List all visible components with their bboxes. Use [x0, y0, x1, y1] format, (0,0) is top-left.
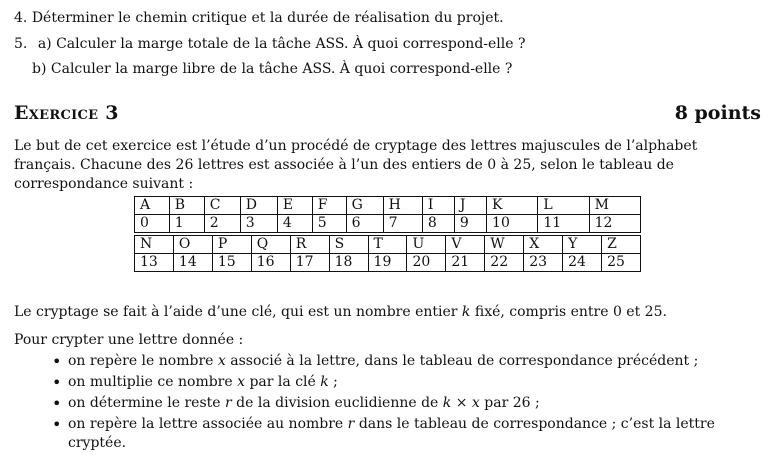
table-cell: C — [204, 197, 240, 215]
step-text: associé à la lettre, dans le tableau de correspondance précédent ; — [225, 353, 699, 369]
list-item — [52, 373, 752, 392]
table-cell: 22 — [485, 254, 524, 272]
question-number: 5. — [14, 36, 28, 52]
table-cell: Y — [563, 236, 602, 254]
letters-row — [135, 197, 641, 215]
table-cell: 7 — [383, 215, 422, 233]
correspondence-table-part-1 — [134, 196, 641, 233]
table-cell: U — [407, 236, 446, 254]
table-cell: H — [383, 197, 422, 215]
sub-question-label: a) — [37, 36, 52, 52]
table-cell: 5 — [312, 215, 346, 233]
table-cell: N — [135, 236, 174, 254]
question-number: 4. — [14, 10, 28, 26]
exercise-intro: Le but de cet exercice est l’étude d’un procédé de cryptage des lettres majuscules de l’alphabet français. Chacune des 26 lettres est associée à l’un des entiers de 0 à 25, selon le tableau de correspondance suivant : — [14, 138, 698, 192]
table-cell: 1 — [169, 215, 204, 233]
table-cell: 2 — [204, 215, 240, 233]
table-cell: M — [589, 197, 640, 215]
table-cell: 8 — [422, 215, 454, 233]
table-cell: J — [454, 197, 486, 215]
table-cell: 17 — [290, 254, 329, 272]
list-item — [52, 394, 752, 413]
table-cell: F — [312, 197, 346, 215]
variable-r: r — [347, 416, 355, 432]
step-text: de la division euclidienne de — [231, 395, 443, 411]
table-cell: Z — [602, 236, 641, 254]
step-text: ; — [328, 374, 338, 390]
steps-intro: Pour crypter une lettre donnée : — [14, 332, 244, 348]
table-cell: 13 — [135, 254, 174, 272]
step-text: on détermine le reste — [68, 395, 225, 411]
table-cell: B — [169, 197, 204, 215]
expression-k-times-x: k × x — [442, 395, 480, 411]
variable-k: k — [320, 374, 329, 390]
question-5a — [14, 35, 526, 54]
sub-question-text: Calculer la marge totale de la tâche ASS. À quoi correspond-elle ? — [56, 36, 526, 52]
encryption-steps-list — [52, 352, 752, 455]
table-cell: K — [487, 197, 538, 215]
table-cell: 25 — [602, 254, 641, 272]
sub-question-label: b) — [32, 61, 47, 77]
step-text: dans le tableau de correspondance ; c’est la lettre cryptée. — [68, 416, 715, 451]
table-cell: E — [277, 197, 312, 215]
sentence-text: fixé, compris entre 0 et 25. — [470, 304, 667, 320]
step-text: par 26 ; — [479, 395, 540, 411]
table-cell: I — [422, 197, 454, 215]
table-cell: O — [173, 236, 212, 254]
table-cell: G — [346, 197, 383, 215]
table-cell: 3 — [240, 215, 277, 233]
table-cell: 4 — [277, 215, 312, 233]
correspondence-table — [134, 196, 641, 272]
numbers-row — [135, 215, 641, 233]
table-cell: 10 — [487, 215, 538, 233]
letters-row — [135, 236, 641, 254]
table-cell: 6 — [346, 215, 383, 233]
key-sentence — [14, 303, 667, 322]
step-text: on multiplie ce nombre — [68, 374, 238, 390]
table-cell: V — [446, 236, 485, 254]
table-cell: 20 — [407, 254, 446, 272]
question-5b — [32, 60, 512, 79]
table-cell: Q — [251, 236, 290, 254]
table-cell: 11 — [538, 215, 589, 233]
table-cell: S — [329, 236, 368, 254]
table-cell: X — [524, 236, 563, 254]
table-cell: 18 — [329, 254, 368, 272]
table-cell: 12 — [589, 215, 640, 233]
table-cell: P — [212, 236, 251, 254]
table-cell: 19 — [368, 254, 407, 272]
table-cell: 9 — [454, 215, 486, 233]
table-cell: 16 — [251, 254, 290, 272]
table-cell: 23 — [524, 254, 563, 272]
table-cell: D — [240, 197, 277, 215]
correspondence-table-part-2 — [134, 235, 641, 272]
step-text: on repère la lettre associée au nombre — [68, 416, 348, 432]
exercise-title: Exercice 3 — [14, 102, 119, 124]
variable-x: x — [217, 353, 226, 369]
sub-question-text: Calculer la marge libre de la tâche ASS. À quoi correspond-elle ? — [50, 61, 513, 77]
step-text: par la clé — [245, 374, 321, 390]
exercise-points: 8 points — [674, 102, 761, 124]
sentence-text: Le cryptage se fait à l’aide d’une clé, qui est un nombre entier — [14, 304, 462, 320]
table-cell: T — [368, 236, 407, 254]
table-cell: A — [135, 197, 170, 215]
list-item — [52, 415, 738, 453]
table-cell: W — [485, 236, 524, 254]
table-cell: 21 — [446, 254, 485, 272]
question-text: Déterminer le chemin critique et la durée de réalisation du projet. — [31, 10, 504, 26]
table-cell: 14 — [173, 254, 212, 272]
table-cell: R — [290, 236, 329, 254]
table-cell: L — [538, 197, 589, 215]
table-cell: 0 — [135, 215, 170, 233]
list-item — [52, 352, 752, 371]
step-text: on repère le nombre — [68, 353, 218, 369]
table-cell: 15 — [212, 254, 251, 272]
numbers-row — [135, 254, 641, 272]
table-cell: 24 — [563, 254, 602, 272]
variable-r: r — [225, 395, 232, 411]
variable-k: k — [461, 304, 471, 320]
question-4 — [14, 9, 504, 28]
variable-x: x — [237, 374, 246, 390]
